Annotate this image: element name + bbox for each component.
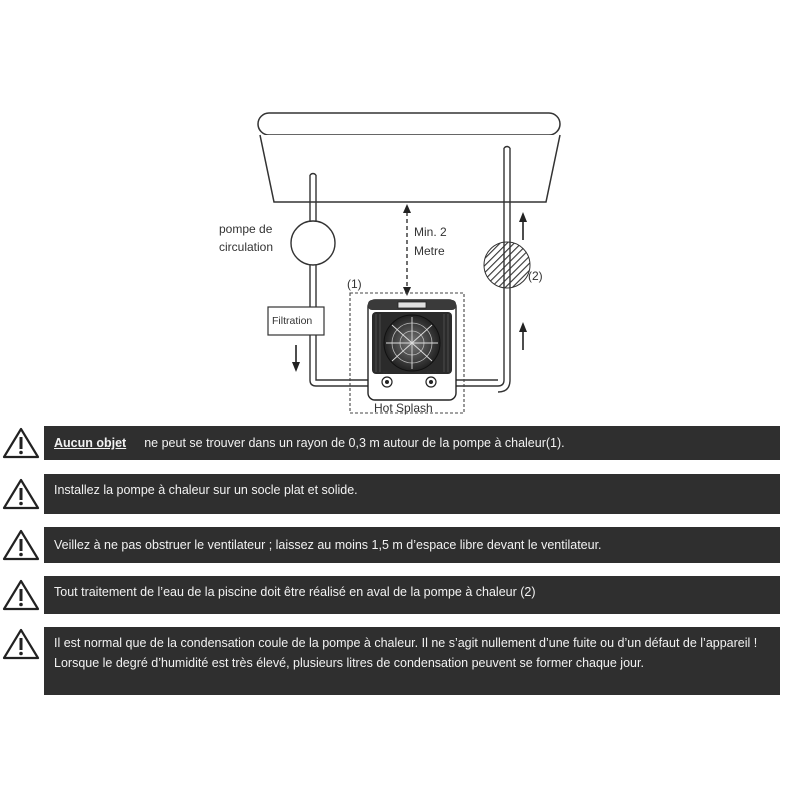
warning-triangle-icon <box>0 527 42 563</box>
port-in-label: IN <box>383 370 388 375</box>
warning-row-1 <box>0 426 780 460</box>
flow-down-arrow-icon <box>292 345 300 372</box>
min-distance-label: Min. 2 Metre <box>414 225 447 258</box>
pump-label: pompe de circulation <box>219 222 274 254</box>
water-treatment-icon <box>484 242 530 288</box>
warning-message <box>44 426 780 460</box>
warning-text: Il est normal que de la condensation coule de la pompe à chaleur. Il ne s’agit nullement d’une fuite ou d’un défaut de l’appareil ! Lorsque le degré d’humidité est très élevé, plusieurs litres de condensation peuvent se former chaque jour. <box>54 636 758 670</box>
warning-message <box>44 527 780 563</box>
warning-message <box>44 627 780 695</box>
warning-triangle-icon <box>0 576 42 614</box>
warning-text: Veillez à ne pas obstruer le ventilateur ; laissez au moins 1,5 m d’espace libre devant le ventilateur. <box>54 538 602 552</box>
filtration-label: Filtration <box>272 315 313 327</box>
warning-row-5 <box>0 627 780 695</box>
marker-1: (1) <box>347 277 362 291</box>
warning-text: Installez la pompe à chaleur sur un socle plat et solide. <box>54 483 358 497</box>
warning-row-4 <box>0 576 780 614</box>
warning-triangle-icon <box>0 627 42 695</box>
warning-row-2 <box>0 474 780 514</box>
warning-message <box>44 474 780 514</box>
pool <box>258 113 560 202</box>
warning-triangle-icon <box>0 474 42 514</box>
min-distance-arrow-icon <box>403 204 411 296</box>
circulation-pump-icon <box>291 221 335 265</box>
warning-text: ne peut se trouver dans un rayon de 0,3 m autour de la pompe à chaleur(1). <box>144 436 565 450</box>
flow-up-arrow-icon <box>519 212 527 240</box>
port-out-label: OUT <box>427 370 437 375</box>
heat-pump-unit <box>368 300 456 400</box>
warning-strong-text: Aucun objet <box>54 436 127 450</box>
flow-up-arrow-icon <box>519 322 527 350</box>
unit-name-label: Hot Splash <box>374 401 433 415</box>
warning-triangle-icon <box>0 426 42 460</box>
marker-2: (2) <box>528 269 543 283</box>
warning-row-3 <box>0 527 780 563</box>
warning-message <box>44 576 780 614</box>
warning-text: Tout traitement de l’eau de la piscine doit être réalisé en aval de la pompe à chaleur (2) <box>54 585 536 599</box>
